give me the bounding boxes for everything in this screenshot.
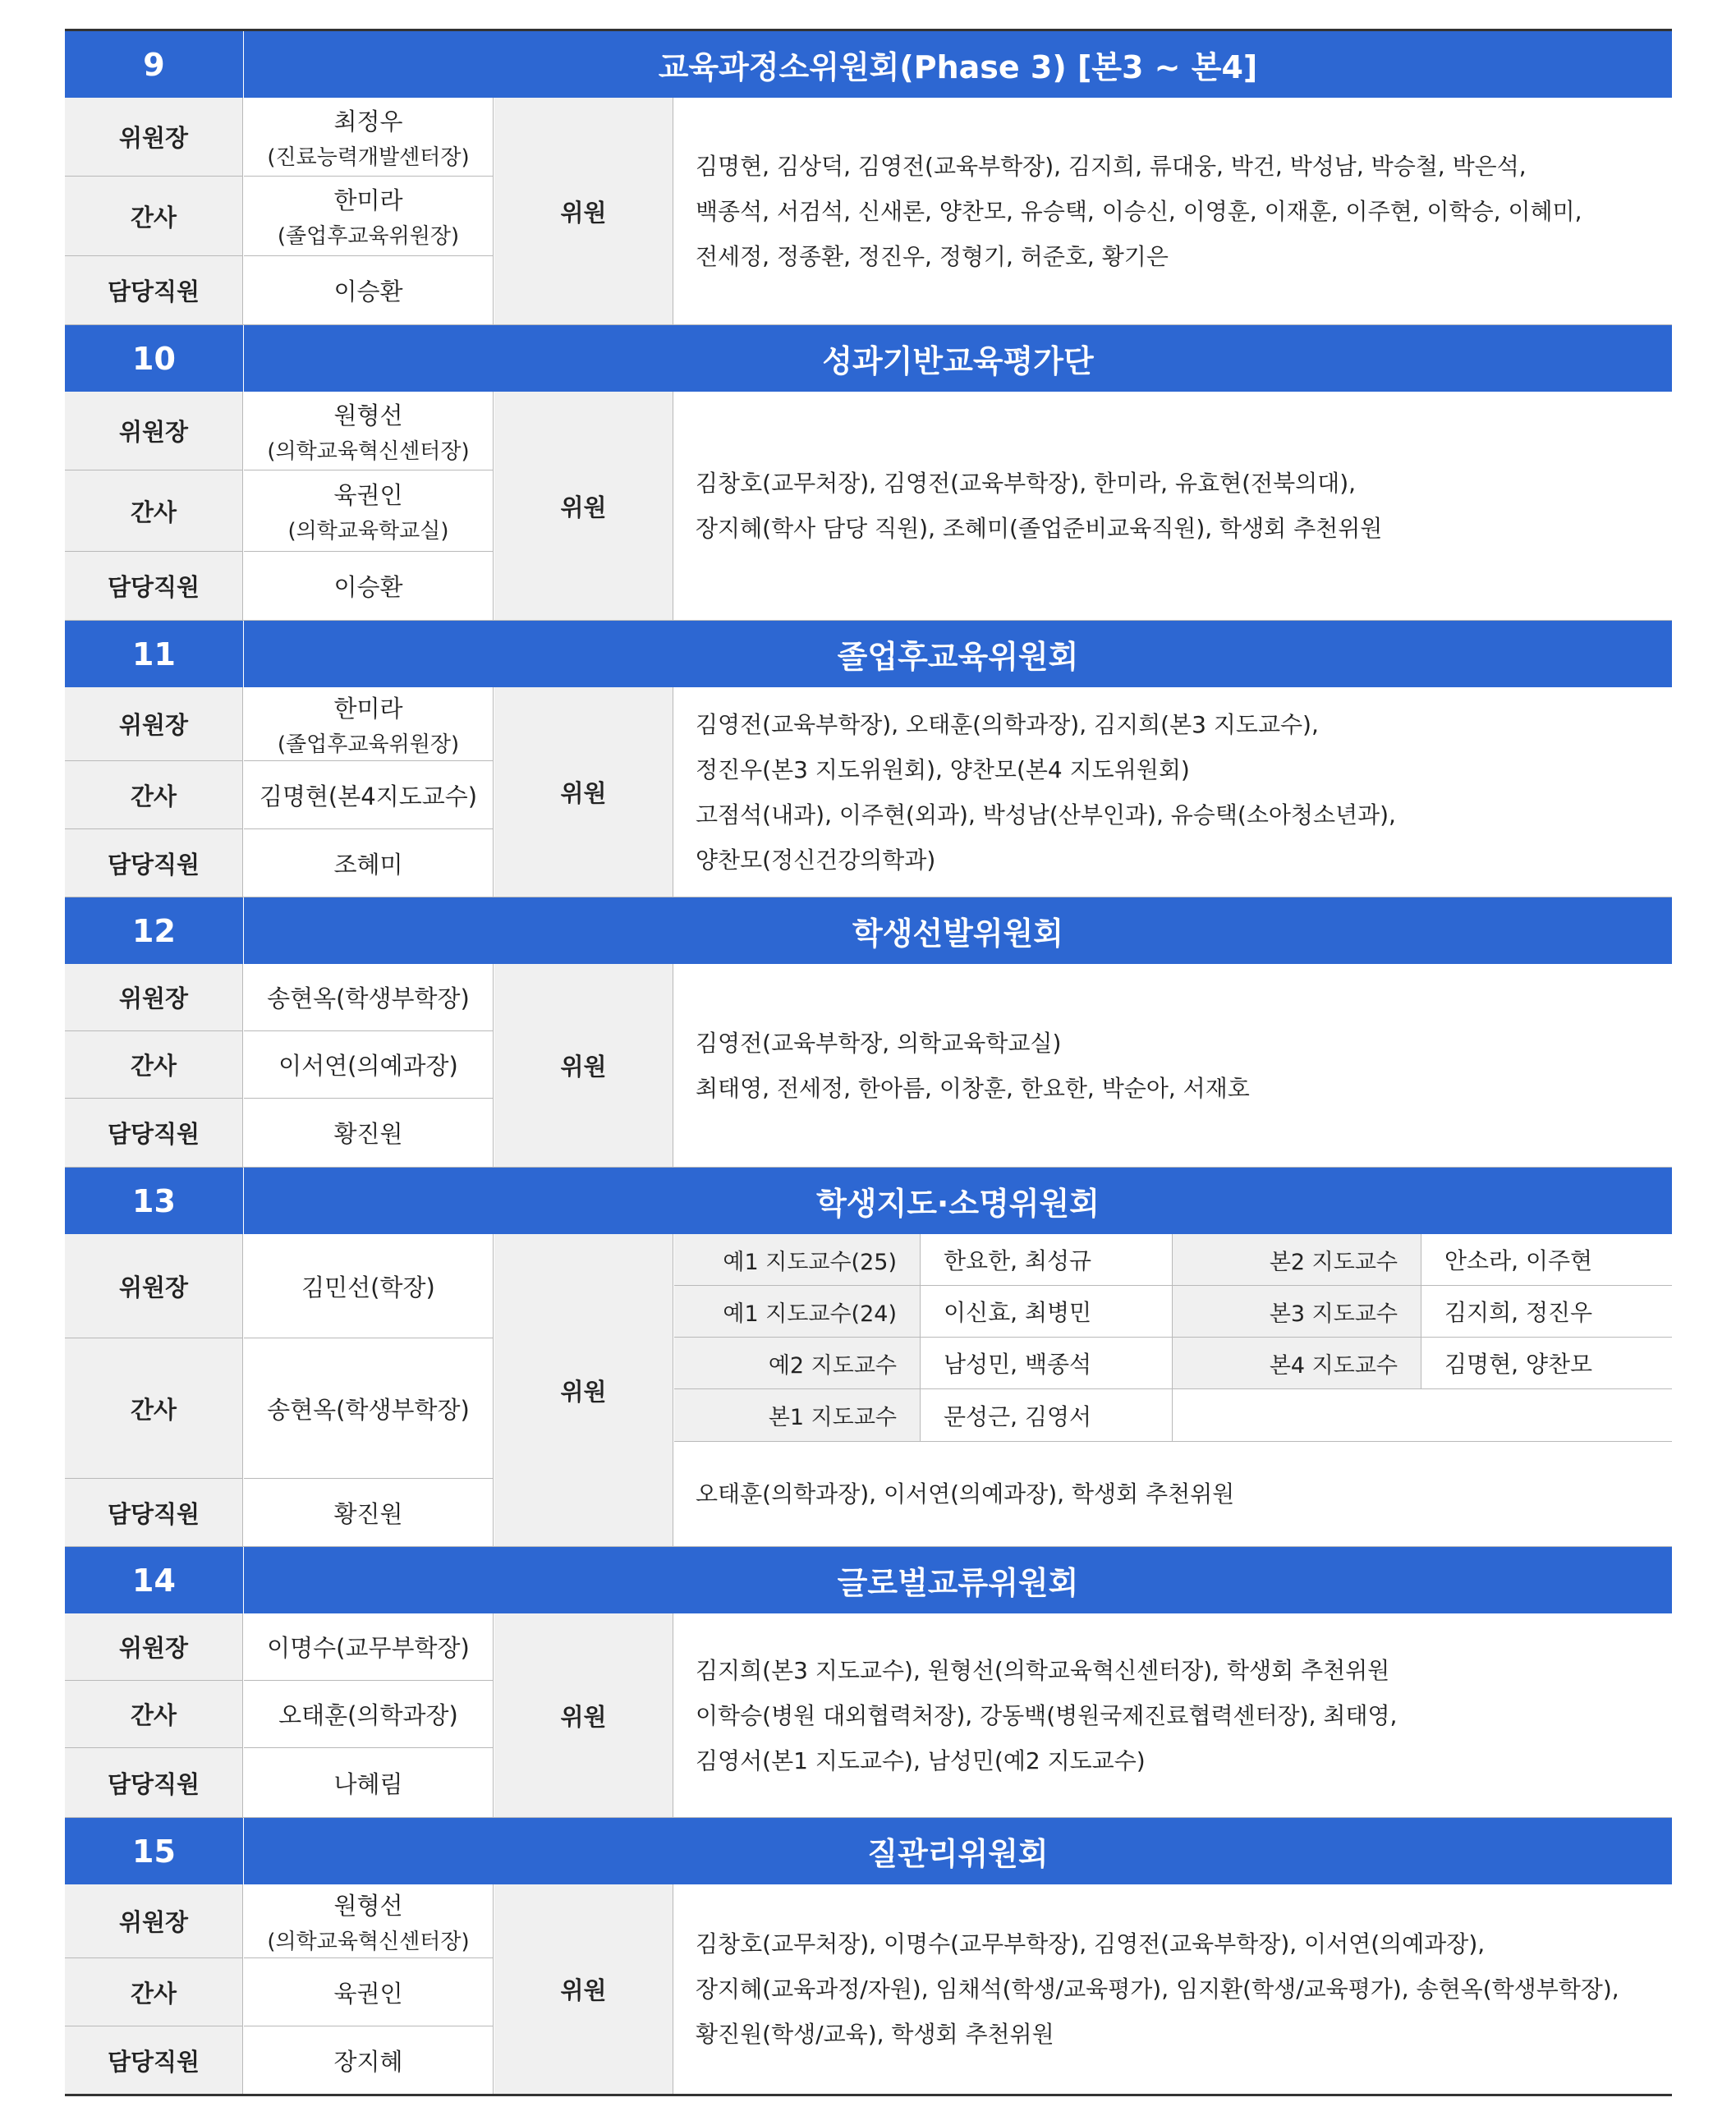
members-line: 양찬모(정신건강의학과) — [696, 846, 936, 874]
section-title: 학생선발위원회 — [852, 916, 1063, 952]
advisor-key: 본4 지도교수 — [1173, 1338, 1421, 1388]
members-line: 전세정, 정종환, 정진우, 정형기, 허준호, 황기은 — [696, 242, 1169, 270]
staff-value: 조혜미 — [244, 829, 494, 897]
section-9 — [65, 31, 1672, 325]
secretary-value: 김명현(본4지도교수) — [244, 761, 494, 829]
section-number: 9 — [65, 31, 244, 98]
members-list — [696, 964, 1664, 1167]
chair-label: 위원장 — [65, 1884, 243, 1958]
section-14 — [65, 1547, 1672, 1818]
section-15 — [65, 1818, 1672, 2096]
advisor-key: 본3 지도교수 — [1173, 1286, 1421, 1337]
section-header — [65, 1547, 1672, 1613]
members-line: 김창호(교무처장), 김영전(교육부학장), 한미라, 유효현(전북의대), — [696, 470, 1357, 497]
members-line: 장지혜(교육과정/자원), 임채석(학생/교육평가), 임지환(학생/교육평가), 송현옥(학생부학장), — [696, 1976, 1619, 2003]
section-title: 교육과정소위원회(Phase 3) [본3 ~ 본4] — [658, 49, 1258, 85]
advisor-key: 본2 지도교수 — [1173, 1234, 1421, 1285]
secretary-name: 육권인 — [333, 481, 403, 509]
advisor-row — [674, 1389, 1672, 1442]
members-line: 김창호(교무처장), 이명수(교무부학장), 김영전(교육부학장), 이서연(의예과장), — [696, 1930, 1486, 1957]
chair-name: 원형선 — [333, 401, 403, 429]
advisor-key: 예1 지도교수(25) — [674, 1234, 921, 1285]
advisor-value: 김명현, 양찬모 — [1444, 1351, 1593, 1378]
members-line: 정진우(본3 지도위원회), 양찬모(본4 지도위원회) — [696, 755, 1190, 783]
chair-name: 한미라 — [333, 694, 403, 723]
section-number: 14 — [65, 1547, 244, 1613]
members-label: 위원 — [494, 687, 673, 897]
advisor-value: 김지희, 정진우 — [1444, 1299, 1593, 1326]
staff-label: 담당직원 — [65, 1099, 243, 1167]
advisor-value: 문성근, 김영서 — [921, 1389, 1173, 1441]
members-list — [696, 687, 1664, 897]
section-title: 졸업후교육위원회 — [837, 639, 1079, 675]
advisor-value: 안소라, 이주현 — [1444, 1247, 1593, 1274]
advisor-row — [674, 1338, 1672, 1389]
members-line: 김명현, 김상덕, 김영전(교육부학장), 김지희, 류대웅, 박건, 박성남, 박승철, 박은석, — [696, 152, 1527, 180]
members-line: 백종석, 서검석, 신새론, 양찬모, 유승택, 이승신, 이영훈, 이재훈, 이주현, 이학승, 이혜미, — [696, 197, 1582, 225]
members-line: 김영전(교육부학장, 의학교육학교실) — [696, 1029, 1062, 1057]
section-header — [65, 31, 1672, 98]
section-title: 질관리위원회 — [867, 1836, 1049, 1872]
secretary-name: 한미라 — [333, 186, 403, 214]
advisor-value: 이신효, 최병민 — [921, 1286, 1173, 1337]
chair-name: 최정우 — [333, 107, 403, 135]
section-title: 글로벌교류위원회 — [837, 1565, 1079, 1601]
secretary-label: 간사 — [65, 761, 243, 829]
staff-value: 나혜림 — [244, 1748, 494, 1817]
staff-label: 담당직원 — [65, 256, 243, 324]
members-label: 위원 — [494, 392, 673, 620]
secretary-label: 간사 — [65, 1681, 243, 1748]
members-line: 장지혜(학사 담당 직원), 조혜미(졸업준비교육직원), 학생회 추천위원 — [696, 515, 1383, 542]
staff-label: 담당직원 — [65, 552, 243, 620]
chair-value: 김민선(학장) — [244, 1234, 494, 1338]
section-11 — [65, 621, 1672, 897]
members-line: 황진원(학생/교육), 학생회 추천위원 — [696, 2021, 1054, 2048]
members-line: 이학승(병원 대외협력처장), 강동백(병원국제진료협력센터장), 최태영, — [696, 1701, 1398, 1729]
section-number: 15 — [65, 1818, 244, 1884]
chair-label: 위원장 — [65, 1613, 243, 1681]
section-header — [65, 325, 1672, 392]
members-list — [696, 1442, 1664, 1546]
secretary-value: 오태훈(의학과장) — [244, 1681, 494, 1748]
secretary-label: 간사 — [65, 1338, 243, 1479]
staff-value: 이승환 — [244, 256, 494, 324]
section-header — [65, 1168, 1672, 1234]
members-line: 김영서(본1 지도교수), 남성민(예2 지도교수) — [696, 1746, 1146, 1774]
section-title: 성과기반교육평가단 — [822, 343, 1094, 379]
secretary-value: 이서연(의예과장) — [244, 1031, 494, 1099]
members-line: 고점석(내과), 이주현(외과), 박성남(산부인과), 유승택(소아청소년과), — [696, 801, 1396, 828]
secretary-value — [244, 470, 494, 552]
section-10 — [65, 325, 1672, 621]
members-list — [696, 1613, 1664, 1817]
members-label: 위원 — [494, 1234, 673, 1546]
chair-label: 위원장 — [65, 687, 243, 761]
chair-value: 이명수(교무부학장) — [244, 1613, 494, 1681]
secretary-role: (의학교육학교실) — [287, 519, 449, 544]
secretary-value: 송현옥(학생부학장) — [244, 1338, 494, 1479]
section-title: 학생지도·소명위원회 — [816, 1186, 1100, 1222]
section-number: 13 — [65, 1168, 244, 1234]
staff-label: 담당직원 — [65, 1479, 243, 1546]
members-line: 오태훈(의학과장), 이서연(의예과장), 학생회 추천위원 — [696, 1480, 1235, 1508]
secretary-value — [244, 177, 494, 256]
advisor-grid — [674, 1234, 1672, 1442]
chair-value — [244, 687, 494, 761]
chair-value — [244, 1884, 494, 1958]
chair-role: (의학교육혁신센터장) — [267, 438, 470, 464]
section-number: 11 — [65, 621, 244, 687]
members-label: 위원 — [494, 1613, 673, 1817]
advisor-value: 한요한, 최성규 — [921, 1234, 1173, 1285]
empty-cell — [1173, 1389, 1672, 1441]
advisor-row — [674, 1286, 1672, 1338]
secretary-label: 간사 — [65, 1031, 243, 1099]
advisor-key: 본1 지도교수 — [674, 1389, 921, 1441]
section-body — [65, 1884, 1672, 2096]
secretary-label: 간사 — [65, 470, 243, 552]
advisor-key: 예1 지도교수(24) — [674, 1286, 921, 1337]
advisor-value: 남성민, 백종석 — [921, 1338, 1173, 1388]
secretary-label: 간사 — [65, 1958, 243, 2026]
secretary-label: 간사 — [65, 177, 243, 256]
secretary-role: (졸업후교육위원장) — [277, 224, 460, 249]
section-body — [65, 687, 1672, 897]
chair-value — [244, 98, 494, 177]
staff-label: 담당직원 — [65, 1748, 243, 1817]
members-line: 김지희(본3 지도교수), 원형선(의학교육혁신센터장), 학생회 추천위원 — [696, 1656, 1390, 1684]
staff-label: 담당직원 — [65, 829, 243, 897]
section-number: 10 — [65, 325, 244, 392]
section-body — [65, 98, 1672, 325]
staff-value: 장지혜 — [244, 2026, 494, 2094]
section-13 — [65, 1168, 1672, 1547]
section-header — [65, 897, 1672, 964]
chair-value — [244, 392, 494, 470]
section-header — [65, 621, 1672, 687]
secretary-value: 육권인 — [244, 1958, 494, 2026]
chair-label: 위원장 — [65, 392, 243, 470]
members-label: 위원 — [494, 964, 673, 1167]
members-line: 최태영, 전세정, 한아름, 이창훈, 한요한, 박순아, 서재호 — [696, 1074, 1250, 1102]
chair-role: (의학교육혁신센터장) — [267, 1929, 470, 1954]
section-body — [65, 392, 1672, 621]
chair-label: 위원장 — [65, 964, 243, 1031]
committee-table — [65, 29, 1672, 2096]
staff-value: 이승환 — [244, 552, 494, 620]
members-list — [696, 392, 1664, 620]
members-list — [696, 98, 1664, 324]
members-list — [696, 1884, 1664, 2094]
section-body — [65, 1234, 1672, 1547]
staff-value: 황진원 — [244, 1099, 494, 1167]
members-line: 김영전(교육부학장), 오태훈(의학과장), 김지희(본3 지도교수), — [696, 710, 1319, 738]
staff-label: 담당직원 — [65, 2026, 243, 2094]
section-12 — [65, 897, 1672, 1168]
section-body — [65, 964, 1672, 1168]
members-label: 위원 — [494, 1884, 673, 2094]
chair-name: 원형선 — [333, 1891, 403, 1920]
chair-value: 송현옥(학생부학장) — [244, 964, 494, 1031]
chair-label: 위원장 — [65, 98, 243, 177]
members-label: 위원 — [494, 98, 673, 324]
advisor-key: 예2 지도교수 — [674, 1338, 921, 1388]
chair-role: (진료능력개발센터장) — [267, 145, 470, 170]
chair-role: (졸업후교육위원장) — [277, 732, 460, 757]
section-number: 12 — [65, 897, 244, 964]
section-header — [65, 1818, 1672, 1884]
staff-value: 황진원 — [244, 1479, 494, 1546]
advisor-row — [674, 1234, 1672, 1286]
section-body — [65, 1613, 1672, 1818]
chair-label: 위원장 — [65, 1234, 243, 1338]
